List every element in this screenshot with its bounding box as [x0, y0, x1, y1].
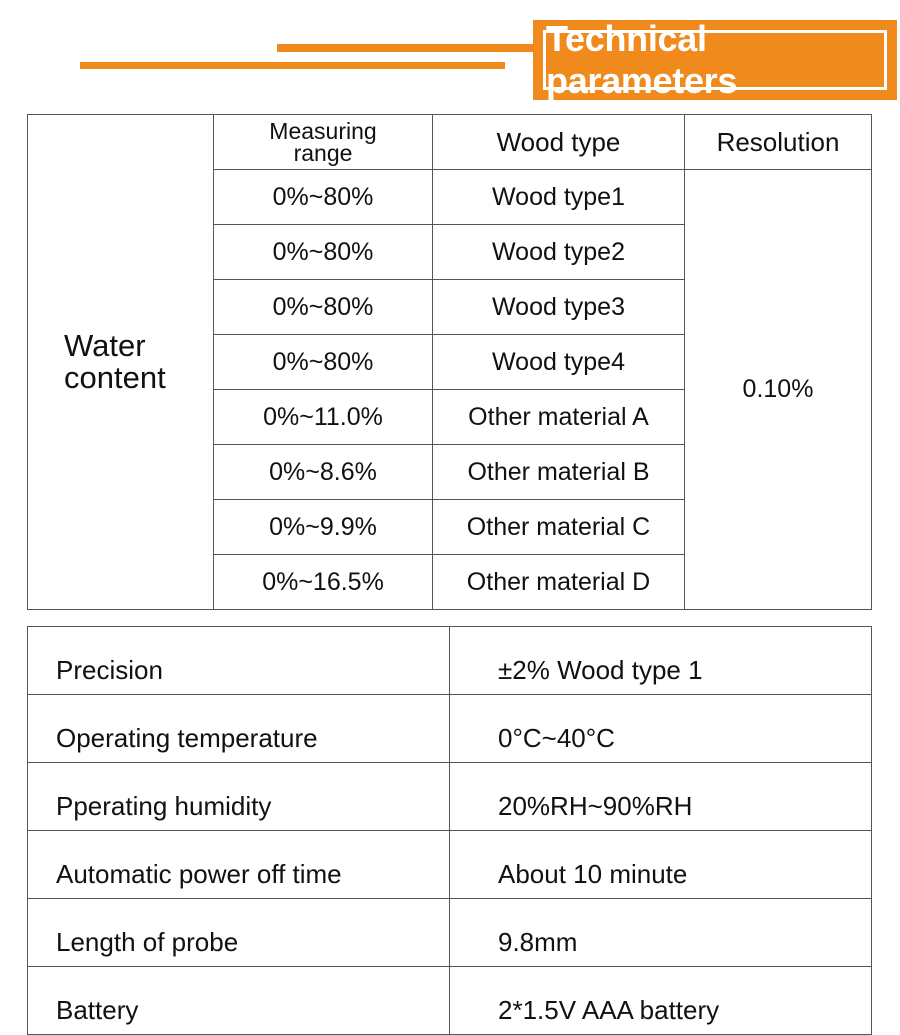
measuring-range-header-line2: range [293, 140, 353, 166]
resolution-header: Resolution [685, 115, 872, 170]
type-cell: Other material D [433, 555, 685, 610]
water-content-table [27, 114, 872, 610]
type-cell: Wood type2 [433, 225, 685, 280]
water-content-label [28, 115, 214, 610]
range-cell: 0%~80% [214, 335, 433, 390]
spec-row [28, 899, 872, 967]
range-cell: 0%~9.9% [214, 500, 433, 555]
range-cell: 0%~80% [214, 170, 433, 225]
range-cell: 0%~80% [214, 280, 433, 335]
range-cell: 0%~16.5% [214, 555, 433, 610]
table-header-row [28, 115, 872, 170]
type-cell: Wood type3 [433, 280, 685, 335]
range-cell: 0%~8.6% [214, 445, 433, 500]
page-title: Technical parameters [543, 30, 887, 90]
range-cell: 0%~80% [214, 225, 433, 280]
decorative-line-top [277, 44, 535, 52]
type-cell: Other material C [433, 500, 685, 555]
spec-value: 2*1.5V AAA battery [450, 967, 872, 1035]
spec-row [28, 967, 872, 1035]
type-cell: Other material B [433, 445, 685, 500]
spec-value: 0°C~40°C [450, 695, 872, 763]
spec-row [28, 627, 872, 695]
measuring-range-header-line1: Measuring [269, 118, 377, 144]
title-banner [533, 20, 897, 100]
spec-label: Precision [28, 627, 450, 695]
type-cell: Wood type4 [433, 335, 685, 390]
spec-value: 9.8mm [450, 899, 872, 967]
type-cell: Wood type1 [433, 170, 685, 225]
type-cell: Other material A [433, 390, 685, 445]
spec-row [28, 695, 872, 763]
measuring-range-header [214, 115, 433, 170]
water-label-line1: Water [64, 328, 146, 363]
spec-row [28, 831, 872, 899]
spec-label: Battery [28, 967, 450, 1035]
spec-label: Operating temperature [28, 695, 450, 763]
spec-value: ±2% Wood type 1 [450, 627, 872, 695]
range-cell: 0%~11.0% [214, 390, 433, 445]
resolution-value: 0.10% [685, 170, 872, 610]
spec-label: Automatic power off time [28, 831, 450, 899]
water-label-line2: content [64, 360, 166, 395]
specs-table [27, 626, 872, 1035]
spec-label: Pperating humidity [28, 763, 450, 831]
spec-label: Length of probe [28, 899, 450, 967]
spec-row [28, 763, 872, 831]
decorative-line-bottom [80, 62, 505, 69]
spec-value: About 10 minute [450, 831, 872, 899]
wood-type-header: Wood type [433, 115, 685, 170]
spec-value: 20%RH~90%RH [450, 763, 872, 831]
